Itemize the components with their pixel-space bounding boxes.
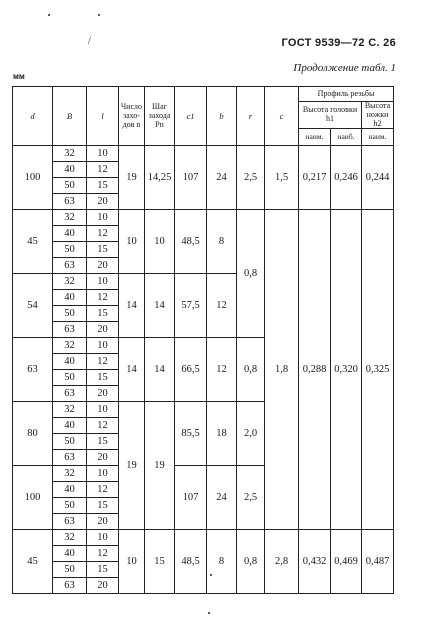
cell-h1-min: 0,217 xyxy=(299,146,331,210)
cell-l: 15 xyxy=(87,242,119,258)
table-row xyxy=(13,210,394,226)
col-l: l xyxy=(87,87,119,146)
cell-c: 1,8 xyxy=(265,210,299,530)
cell-l: 12 xyxy=(87,546,119,562)
cell-B: 40 xyxy=(53,482,87,498)
col-h1-min: наим. xyxy=(299,129,331,146)
cell-l: 15 xyxy=(87,370,119,386)
cell-b: 24 xyxy=(207,146,237,210)
cell-B: 32 xyxy=(53,338,87,354)
cell-l: 15 xyxy=(87,434,119,450)
col-d: d xyxy=(13,87,53,146)
cell-B: 50 xyxy=(53,370,87,386)
cell-l: 20 xyxy=(87,578,119,594)
cell-h2-min: 0,244 xyxy=(362,146,394,210)
cell-b: 18 xyxy=(207,402,237,466)
col-r: r xyxy=(237,87,265,146)
cell-r: 2,5 xyxy=(237,146,265,210)
cell-B: 50 xyxy=(53,562,87,578)
col-c: c xyxy=(265,87,299,146)
cell-d: 80 xyxy=(13,402,53,466)
cell-B: 63 xyxy=(53,578,87,594)
speck xyxy=(48,14,50,16)
col-c1: c1 xyxy=(175,87,207,146)
cell-step: 19 xyxy=(145,402,175,530)
cell-l: 20 xyxy=(87,450,119,466)
col-b: b xyxy=(207,87,237,146)
cell-b: 12 xyxy=(207,274,237,338)
cell-c1: 107 xyxy=(175,466,207,530)
cell-l: 20 xyxy=(87,258,119,274)
cell-r: 0,8 xyxy=(237,530,265,594)
cell-n: 19 xyxy=(119,146,145,210)
cell-d: 63 xyxy=(13,338,53,402)
cell-l: 15 xyxy=(87,178,119,194)
col-h1-max: наиб. xyxy=(331,129,362,146)
cell-B: 40 xyxy=(53,546,87,562)
cell-c: 1,5 xyxy=(265,146,299,210)
col-profile: Профиль резьбы xyxy=(299,87,394,102)
stray-mark: / xyxy=(88,36,91,47)
cell-d: 100 xyxy=(13,466,53,530)
col-height-head: Высота головки h1 xyxy=(299,102,362,129)
cell-c1: 66,5 xyxy=(175,338,207,402)
cell-c1: 107 xyxy=(175,146,207,210)
cell-step: 14 xyxy=(145,274,175,338)
cell-d: 45 xyxy=(13,530,53,594)
cell-n: 10 xyxy=(119,530,145,594)
table-row xyxy=(13,530,394,546)
speck xyxy=(98,14,100,16)
speck xyxy=(210,574,212,576)
cell-l: 10 xyxy=(87,274,119,290)
cell-B: 40 xyxy=(53,226,87,242)
cell-d: 100 xyxy=(13,146,53,210)
cell-l: 12 xyxy=(87,162,119,178)
cell-B: 32 xyxy=(53,530,87,546)
cell-c1: 57,5 xyxy=(175,274,207,338)
cell-n: 14 xyxy=(119,338,145,402)
cell-h2-min: 0,487 xyxy=(362,530,394,594)
cell-B: 63 xyxy=(53,258,87,274)
cell-b: 12 xyxy=(207,338,237,402)
page-header: ГОСТ 9539—72 С. 26 xyxy=(281,37,396,49)
cell-B: 32 xyxy=(53,402,87,418)
cell-l: 15 xyxy=(87,562,119,578)
cell-B: 63 xyxy=(53,194,87,210)
cell-l: 12 xyxy=(87,482,119,498)
cell-step: 14 xyxy=(145,338,175,402)
cell-h1-max: 0,320 xyxy=(331,210,362,530)
cell-c1: 85,5 xyxy=(175,402,207,466)
cell-step: 15 xyxy=(145,530,175,594)
cell-B: 40 xyxy=(53,354,87,370)
cell-l: 20 xyxy=(87,386,119,402)
cell-B: 50 xyxy=(53,242,87,258)
cell-l: 20 xyxy=(87,322,119,338)
cell-l: 12 xyxy=(87,354,119,370)
cell-r: 2,0 xyxy=(237,402,265,466)
cell-r: 2,5 xyxy=(237,466,265,530)
cell-n: 10 xyxy=(119,210,145,274)
cell-b: 8 xyxy=(207,530,237,594)
cell-l: 15 xyxy=(87,498,119,514)
cell-l: 20 xyxy=(87,514,119,530)
cell-B: 63 xyxy=(53,386,87,402)
col-step: Шаг захода Pn xyxy=(145,87,175,146)
cell-l: 10 xyxy=(87,210,119,226)
cell-B: 32 xyxy=(53,466,87,482)
cell-l: 12 xyxy=(87,418,119,434)
cell-d: 54 xyxy=(13,274,53,338)
cell-l: 10 xyxy=(87,338,119,354)
cell-B: 63 xyxy=(53,322,87,338)
cell-c1: 48,5 xyxy=(175,530,207,594)
cell-l: 12 xyxy=(87,226,119,242)
col-n: Число захо-дов n xyxy=(119,87,145,146)
col-h2-min: наим. xyxy=(362,129,394,146)
cell-B: 50 xyxy=(53,498,87,514)
cell-n: 14 xyxy=(119,274,145,338)
cell-l: 10 xyxy=(87,402,119,418)
cell-b: 24 xyxy=(207,466,237,530)
col-B: B xyxy=(53,87,87,146)
cell-d: 45 xyxy=(13,210,53,274)
cell-B: 32 xyxy=(53,210,87,226)
cell-h1-max: 0,246 xyxy=(331,146,362,210)
cell-n: 19 xyxy=(119,402,145,530)
cell-r: 0,8 xyxy=(237,338,265,402)
cell-r: 0,8 xyxy=(237,210,265,338)
speck xyxy=(208,612,210,614)
unit-label: мм xyxy=(13,72,25,81)
cell-h1-min: 0,432 xyxy=(299,530,331,594)
cell-B: 32 xyxy=(53,274,87,290)
cell-b: 8 xyxy=(207,210,237,274)
cell-B: 40 xyxy=(53,418,87,434)
table-row xyxy=(13,146,394,162)
cell-step: 10 xyxy=(145,210,175,274)
cell-B: 63 xyxy=(53,514,87,530)
table-continuation: Продолжение табл. 1 xyxy=(293,62,396,74)
cell-B: 50 xyxy=(53,306,87,322)
cell-B: 40 xyxy=(53,290,87,306)
cell-l: 10 xyxy=(87,530,119,546)
cell-h1-max: 0,469 xyxy=(331,530,362,594)
cell-B: 40 xyxy=(53,162,87,178)
cell-step: 14,25 xyxy=(145,146,175,210)
cell-h2-min: 0,325 xyxy=(362,210,394,530)
cell-l: 15 xyxy=(87,306,119,322)
cell-l: 10 xyxy=(87,466,119,482)
cell-l: 12 xyxy=(87,290,119,306)
cell-B: 50 xyxy=(53,178,87,194)
cell-B: 32 xyxy=(53,146,87,162)
cell-B: 50 xyxy=(53,434,87,450)
cell-l: 10 xyxy=(87,146,119,162)
cell-c: 2,8 xyxy=(265,530,299,594)
col-height-leg: Высота ножки h2 xyxy=(362,102,394,129)
cell-c1: 48,5 xyxy=(175,210,207,274)
cell-h1-min: 0,288 xyxy=(299,210,331,530)
cell-l: 20 xyxy=(87,194,119,210)
cell-B: 63 xyxy=(53,450,87,466)
gost-table xyxy=(12,86,394,594)
